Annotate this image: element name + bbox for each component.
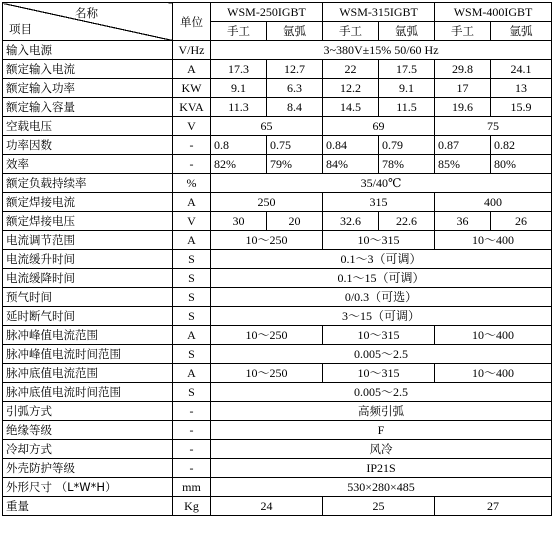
row-label: 电流调节范围 bbox=[3, 231, 173, 250]
row-unit: KW bbox=[173, 79, 211, 98]
row-label: 空载电压 bbox=[3, 117, 173, 136]
table-row bbox=[3, 459, 552, 478]
row-value: 0.1～15（可调） bbox=[211, 269, 552, 288]
row-unit: S bbox=[173, 383, 211, 402]
table-row bbox=[3, 117, 552, 136]
row-value: 22 bbox=[323, 60, 379, 79]
row-value: 24 bbox=[211, 497, 323, 516]
row-unit: S bbox=[173, 269, 211, 288]
row-unit: - bbox=[173, 136, 211, 155]
row-value: 0.87 bbox=[435, 136, 491, 155]
table-row bbox=[3, 269, 552, 288]
row-label: 电流缓降时间 bbox=[3, 269, 173, 288]
row-value: 11.3 bbox=[211, 98, 267, 117]
row-value: 0.1～3（可调） bbox=[211, 250, 552, 269]
row-unit: Kg bbox=[173, 497, 211, 516]
row-unit: A bbox=[173, 326, 211, 345]
row-label: 额定输入容量 bbox=[3, 98, 173, 117]
header-name-label: 名称 bbox=[75, 6, 98, 20]
row-label: 引弧方式 bbox=[3, 402, 173, 421]
row-value: 35/40℃ bbox=[211, 174, 552, 193]
row-value: IP21S bbox=[211, 459, 552, 478]
row-label: 额定焊接电流 bbox=[3, 193, 173, 212]
table-row bbox=[3, 307, 552, 326]
row-unit: - bbox=[173, 402, 211, 421]
table-row bbox=[3, 231, 552, 250]
row-value: 10～250 bbox=[211, 364, 323, 383]
row-unit: S bbox=[173, 307, 211, 326]
table-row bbox=[3, 98, 552, 117]
row-label: 脉冲峰值电流范围 bbox=[3, 326, 173, 345]
model-400-header: WSM-400IGBT bbox=[435, 3, 552, 22]
row-value: 0.84 bbox=[323, 136, 379, 155]
table-row bbox=[3, 288, 552, 307]
row-value: 6.3 bbox=[267, 79, 323, 98]
row-value: 10～250 bbox=[211, 231, 323, 250]
table-row bbox=[3, 478, 552, 497]
row-unit: A bbox=[173, 231, 211, 250]
row-value: 0.005～2.5 bbox=[211, 345, 552, 364]
row-value: 14.5 bbox=[323, 98, 379, 117]
table-row bbox=[3, 193, 552, 212]
row-unit: A bbox=[173, 60, 211, 79]
row-unit: V/Hz bbox=[173, 41, 211, 60]
row-value: 风冷 bbox=[211, 440, 552, 459]
row-label: 外形尺寸 （L*W*H） bbox=[3, 478, 173, 497]
row-value: 82% bbox=[211, 155, 267, 174]
table-row bbox=[3, 250, 552, 269]
row-value: 0.75 bbox=[267, 136, 323, 155]
table-row bbox=[3, 155, 552, 174]
row-value: 25 bbox=[323, 497, 435, 516]
row-value: 80% bbox=[491, 155, 552, 174]
row-label: 电流缓升时间 bbox=[3, 250, 173, 269]
table-row bbox=[3, 212, 552, 231]
row-label: 脉冲底值电流时间范围 bbox=[3, 383, 173, 402]
row-label: 冷却方式 bbox=[3, 440, 173, 459]
table-row bbox=[3, 421, 552, 440]
table-row bbox=[3, 383, 552, 402]
row-unit: A bbox=[173, 364, 211, 383]
row-value: 75 bbox=[435, 117, 552, 136]
row-value: 0/0.3（可选） bbox=[211, 288, 552, 307]
row-unit: - bbox=[173, 421, 211, 440]
table-row bbox=[3, 364, 552, 383]
row-label: 额定输入功率 bbox=[3, 79, 173, 98]
row-value: 69 bbox=[323, 117, 435, 136]
row-value: 12.7 bbox=[267, 60, 323, 79]
row-value: 250 bbox=[211, 193, 323, 212]
row-value: 0.005～2.5 bbox=[211, 383, 552, 402]
row-value: 10～400 bbox=[435, 326, 552, 345]
row-value: 26 bbox=[491, 212, 552, 231]
mode-argon: 氩弧 bbox=[267, 22, 323, 41]
header-item-label: 项目 bbox=[9, 22, 32, 36]
row-value: 27 bbox=[435, 497, 552, 516]
row-value: 11.5 bbox=[379, 98, 435, 117]
row-value: 17 bbox=[435, 79, 491, 98]
header-diagonal-cell bbox=[3, 3, 173, 41]
row-label: 脉冲底值电流范围 bbox=[3, 364, 173, 383]
row-value: 22.6 bbox=[379, 212, 435, 231]
table-row bbox=[3, 136, 552, 155]
row-unit: A bbox=[173, 193, 211, 212]
row-value: 10～250 bbox=[211, 326, 323, 345]
row-value: 8.4 bbox=[267, 98, 323, 117]
row-value: 10～315 bbox=[323, 364, 435, 383]
row-value: 30 bbox=[211, 212, 267, 231]
row-unit: KVA bbox=[173, 98, 211, 117]
row-value: 65 bbox=[211, 117, 323, 136]
row-label: 重量 bbox=[3, 497, 173, 516]
row-value: 36 bbox=[435, 212, 491, 231]
spec-table bbox=[2, 2, 552, 516]
row-value: 0.79 bbox=[379, 136, 435, 155]
row-label: 效率 bbox=[3, 155, 173, 174]
table-row bbox=[3, 174, 552, 193]
row-unit: - bbox=[173, 155, 211, 174]
row-unit: % bbox=[173, 174, 211, 193]
row-label: 输入电源 bbox=[3, 41, 173, 60]
table-row bbox=[3, 41, 552, 60]
row-value: 78% bbox=[379, 155, 435, 174]
row-label: 额定输入电流 bbox=[3, 60, 173, 79]
table-row bbox=[3, 60, 552, 79]
table-row bbox=[3, 79, 552, 98]
row-value: 17.5 bbox=[379, 60, 435, 79]
row-label: 外壳防护等级 bbox=[3, 459, 173, 478]
row-value: F bbox=[211, 421, 552, 440]
mode-argon: 氩弧 bbox=[491, 22, 552, 41]
row-value: 3~380V±15% 50/60 Hz bbox=[211, 41, 552, 60]
row-value: 400 bbox=[435, 193, 552, 212]
row-value: 9.1 bbox=[379, 79, 435, 98]
row-value: 32.6 bbox=[323, 212, 379, 231]
header-row bbox=[3, 3, 552, 22]
table-row bbox=[3, 440, 552, 459]
row-unit: S bbox=[173, 288, 211, 307]
model-250-header: WSM-250IGBT bbox=[211, 3, 323, 22]
row-value: 79% bbox=[267, 155, 323, 174]
row-label: 延时断气时间 bbox=[3, 307, 173, 326]
row-value: 24.1 bbox=[491, 60, 552, 79]
row-label: 预气时间 bbox=[3, 288, 173, 307]
row-value: 10～315 bbox=[323, 326, 435, 345]
row-value: 19.6 bbox=[435, 98, 491, 117]
row-value: 29.8 bbox=[435, 60, 491, 79]
row-value: 9.1 bbox=[211, 79, 267, 98]
table-row bbox=[3, 402, 552, 421]
header-unit-label: 单位 bbox=[173, 3, 211, 41]
row-value: 530×280×485 bbox=[211, 478, 552, 497]
mode-manual: 手工 bbox=[435, 22, 491, 41]
row-value: 10～400 bbox=[435, 364, 552, 383]
row-value: 0.82 bbox=[491, 136, 552, 155]
row-value: 10～315 bbox=[323, 231, 435, 250]
row-unit: S bbox=[173, 250, 211, 269]
row-value: 84% bbox=[323, 155, 379, 174]
row-label: 额定负载持续率 bbox=[3, 174, 173, 193]
table-row bbox=[3, 497, 552, 516]
row-value: 0.8 bbox=[211, 136, 267, 155]
row-unit: mm bbox=[173, 478, 211, 497]
row-value: 15.9 bbox=[491, 98, 552, 117]
mode-manual: 手工 bbox=[323, 22, 379, 41]
model-315-header: WSM-315IGBT bbox=[323, 3, 435, 22]
row-unit: S bbox=[173, 345, 211, 364]
row-unit: V bbox=[173, 212, 211, 231]
row-value: 315 bbox=[323, 193, 435, 212]
row-label: 绝缘等级 bbox=[3, 421, 173, 440]
table-row bbox=[3, 345, 552, 364]
mode-argon: 氩弧 bbox=[379, 22, 435, 41]
row-value: 13 bbox=[491, 79, 552, 98]
row-value: 85% bbox=[435, 155, 491, 174]
row-value: 3～15（可调） bbox=[211, 307, 552, 326]
table-row bbox=[3, 326, 552, 345]
row-value: 20 bbox=[267, 212, 323, 231]
row-label: 额定焊接电压 bbox=[3, 212, 173, 231]
mode-manual: 手工 bbox=[211, 22, 267, 41]
row-value: 高频引弧 bbox=[211, 402, 552, 421]
row-value: 10～400 bbox=[435, 231, 552, 250]
row-value: 17.3 bbox=[211, 60, 267, 79]
row-unit: V bbox=[173, 117, 211, 136]
row-unit: - bbox=[173, 459, 211, 478]
row-label: 功率因数 bbox=[3, 136, 173, 155]
row-label: 脉冲峰值电流时间范围 bbox=[3, 345, 173, 364]
row-unit: - bbox=[173, 440, 211, 459]
row-value: 12.2 bbox=[323, 79, 379, 98]
